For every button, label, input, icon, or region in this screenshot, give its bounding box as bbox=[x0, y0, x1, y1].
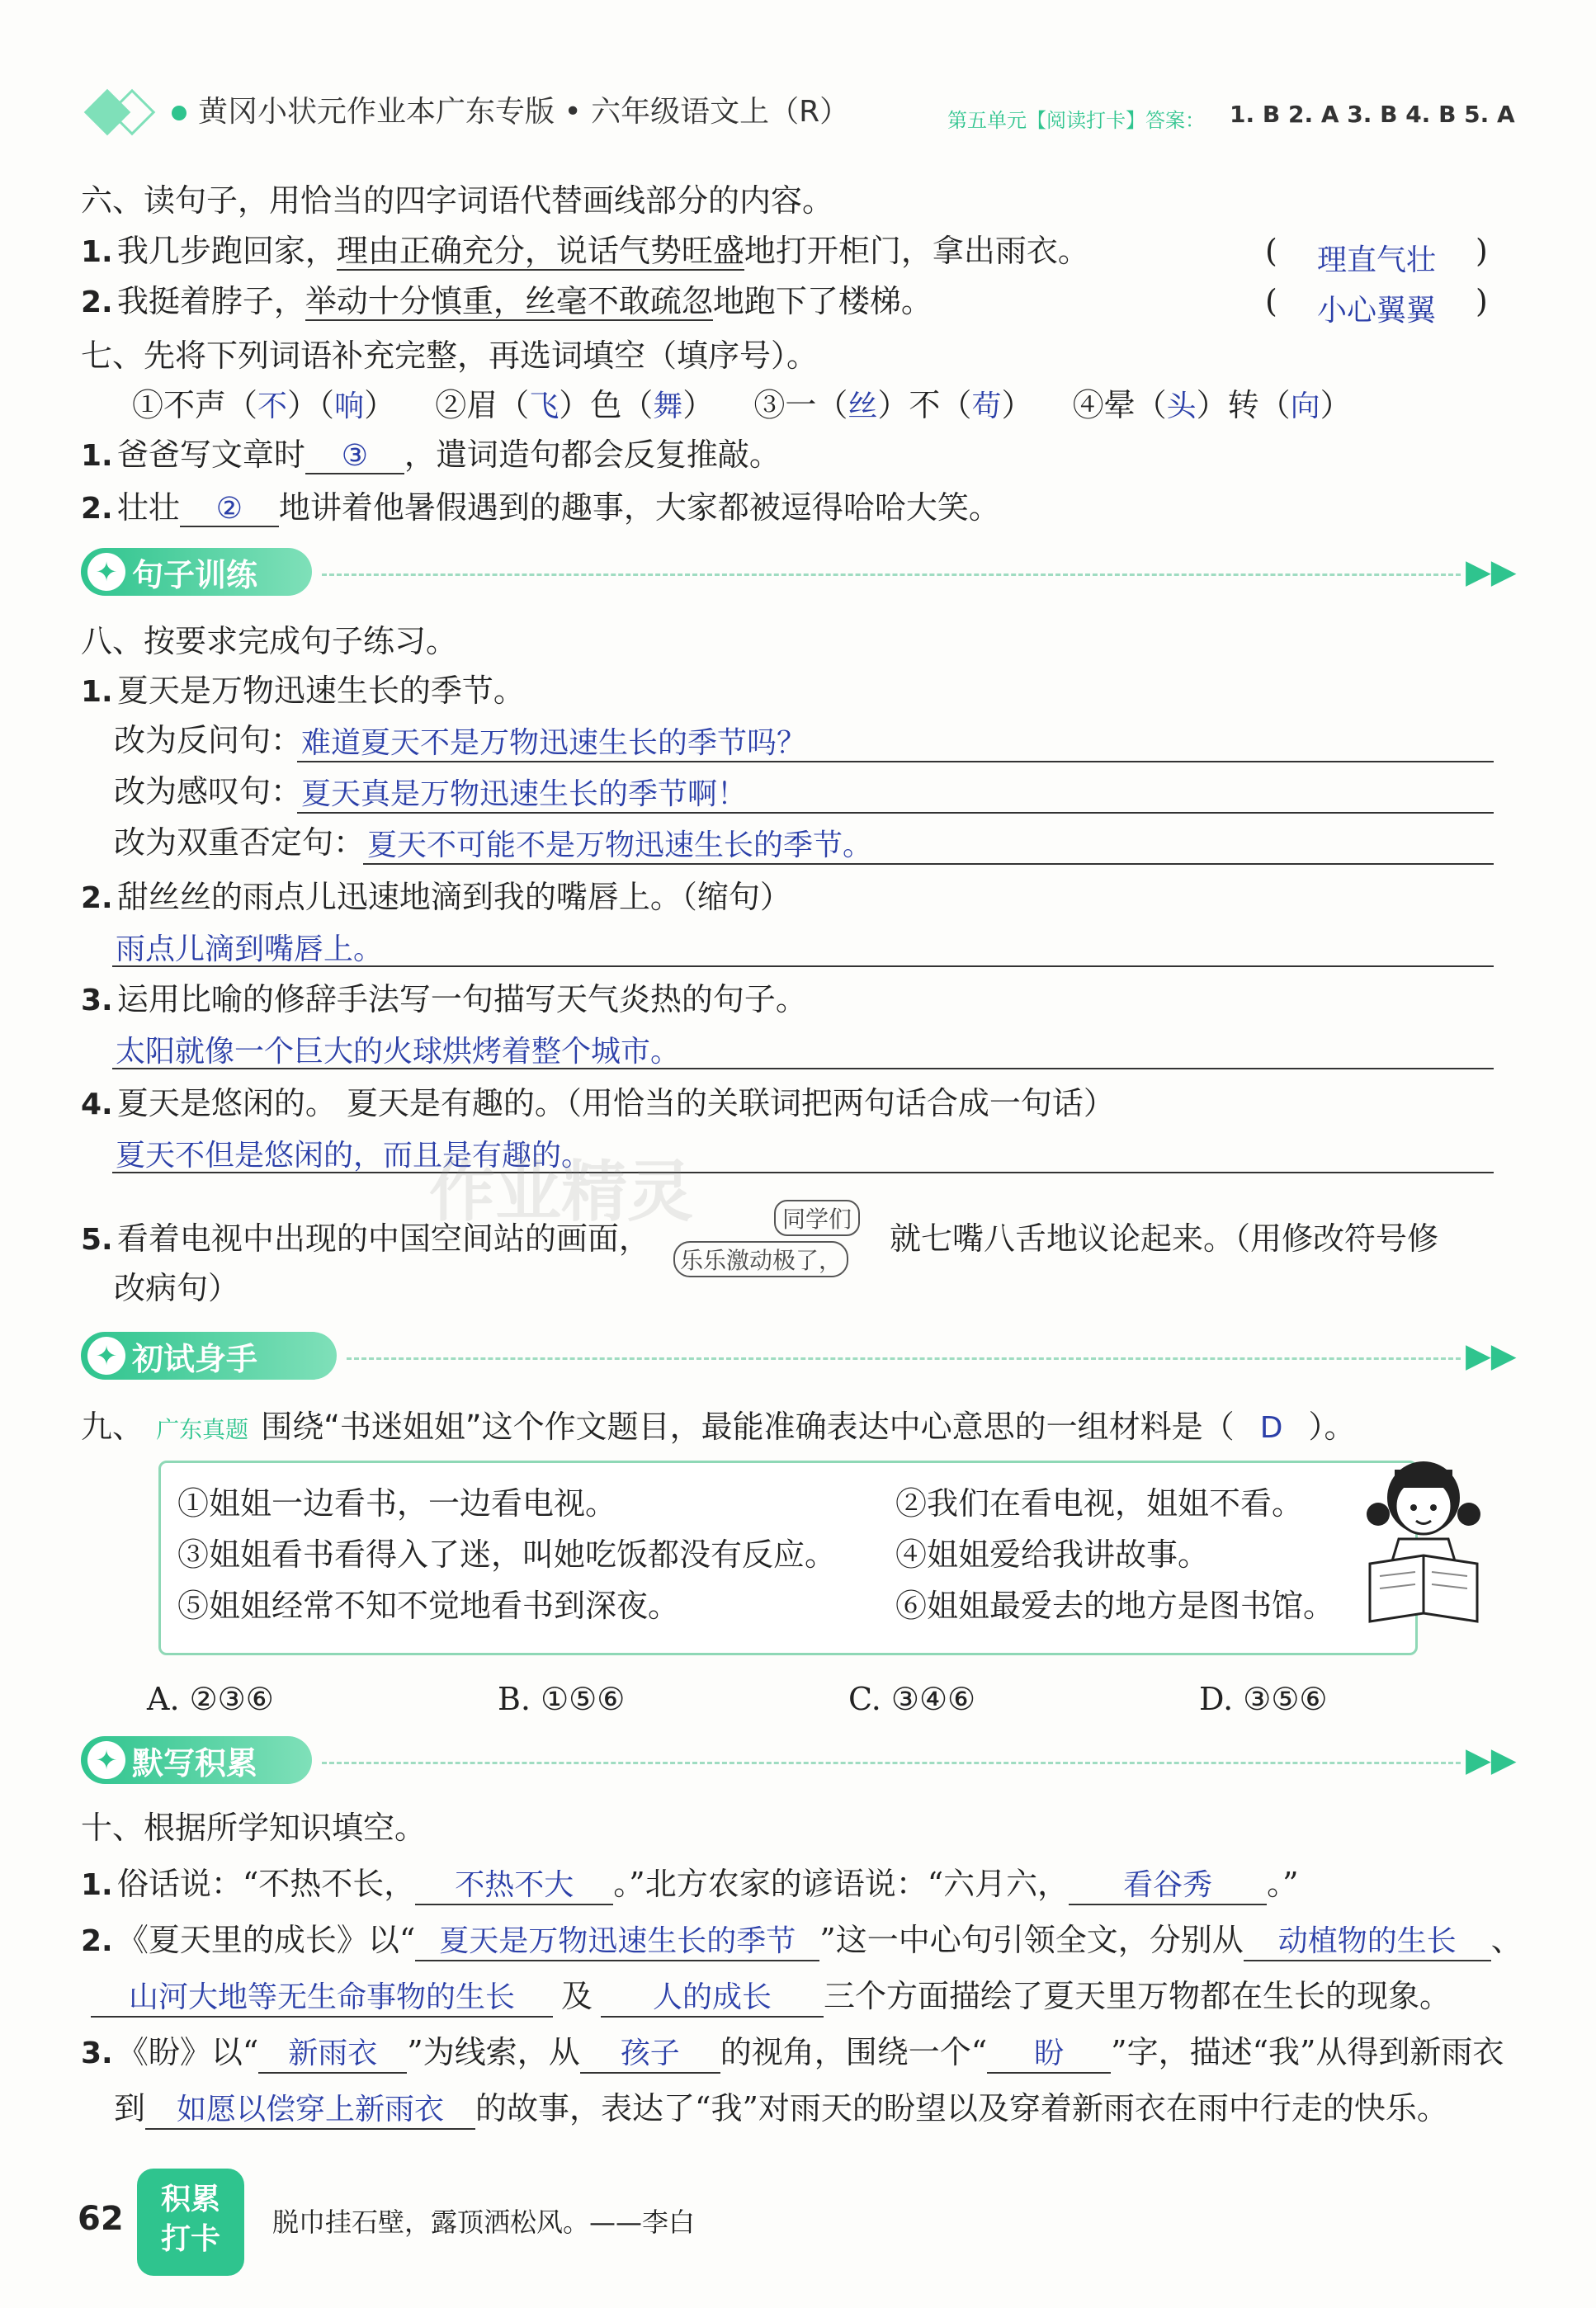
material-6: ⑥姐姐最爱去的地方是图书馆。 bbox=[895, 1588, 1335, 1624]
q8-sub-answer-2: 夏天真是万物迅速生长的季节啊！ bbox=[301, 777, 748, 811]
q10-heading: 十、根据所学知识填空。 bbox=[81, 1810, 427, 1846]
section-title: 句子训练 bbox=[132, 556, 258, 593]
q8-sub-label-3: 改为双重否定句： bbox=[114, 824, 366, 861]
accumulation-badge bbox=[137, 2169, 244, 2276]
text: 、 bbox=[1490, 1922, 1523, 1958]
word-2: ②眉（飞）色（舞） bbox=[435, 387, 715, 423]
item-text-cont: 改病句） bbox=[114, 1270, 240, 1306]
answer-line bbox=[112, 1068, 1494, 1069]
item-text-end: ）。 bbox=[1308, 1409, 1356, 1445]
item-number: 1. bbox=[81, 235, 113, 269]
q8-answer-2: 雨点儿滴到嘴唇上。 bbox=[116, 932, 384, 966]
answer-paren-close: ) bbox=[1476, 233, 1488, 269]
double-arrow-icon: ▶▶ bbox=[1466, 553, 1517, 591]
section-title: 默写积累 bbox=[132, 1744, 258, 1782]
answer-blank: 人的成长 bbox=[601, 1974, 824, 2018]
answer-line bbox=[112, 965, 1494, 967]
underlined-phrase: 理由正确充分，说话气势旺盛 bbox=[336, 233, 744, 269]
word-3: ③一（丝）不（苟） bbox=[753, 387, 1033, 423]
badge-bottom: 打卡 bbox=[160, 2222, 220, 2256]
q8-sub-answer-1: 难道夏天不是万物迅速生长的季节吗？ bbox=[301, 726, 807, 760]
lightbulb-icon: ✦ bbox=[87, 1741, 125, 1779]
item-number: 1. bbox=[81, 1868, 113, 1902]
edit-crossed-text: 乐乐激动极了， bbox=[673, 1241, 848, 1277]
header bbox=[74, 89, 1527, 139]
answer-line bbox=[297, 812, 1494, 814]
material-5: ⑤姐姐经常不知不觉地看书到深夜。 bbox=[177, 1588, 680, 1624]
section-banner-sentence-training bbox=[81, 548, 312, 596]
item-text: 夏天是悠闲的。 夏天是有趣的。（用恰当的关联词把两句话合成一句话） bbox=[116, 1085, 1115, 1121]
lightbulb-icon: ✦ bbox=[87, 553, 125, 591]
q7-item-1 bbox=[81, 439, 781, 474]
item-text: 围绕“书迷姐姐”这个作文题目，最能准确表达中心意思的一组材料是（ bbox=[261, 1409, 1235, 1445]
watermark: 作业精灵 bbox=[429, 1154, 693, 1230]
word-1: ①不声（不）（响） bbox=[132, 387, 396, 423]
option-a: A. ②③⑥ bbox=[147, 1681, 274, 1717]
q8-heading: 八、按要求完成句子练习。 bbox=[81, 623, 458, 659]
q8-item-1 bbox=[81, 675, 525, 709]
text: ”字，描述“我”从得到新雨衣 bbox=[1111, 2034, 1504, 2070]
underlined-phrase: 举动十分慎重，丝毫不敢疏忽 bbox=[305, 283, 713, 319]
q8-answer-4: 夏天不但是悠闲的，而且是有趣的。 bbox=[116, 1139, 592, 1173]
q8-item-4 bbox=[81, 1085, 1115, 1121]
answer-line bbox=[112, 1172, 1494, 1173]
tag-guangdong-real-exam: 广东真题 bbox=[156, 1416, 249, 1443]
materials-box bbox=[158, 1461, 1418, 1655]
answer-paren-open: ( bbox=[1265, 283, 1277, 319]
item-number: 1. bbox=[81, 675, 113, 709]
q8-answer-3: 太阳就像一个巨大的火球烘烤着整个城市。 bbox=[116, 1035, 681, 1069]
text: 。” bbox=[1267, 1866, 1299, 1902]
material-4: ④姐姐爱给我讲故事。 bbox=[895, 1536, 1210, 1573]
sentence-pre: 我几步跑回家， bbox=[116, 233, 337, 269]
text: 。”北方农家的谚语说：“六月六， bbox=[613, 1866, 1070, 1902]
q7-word-row bbox=[132, 389, 1352, 422]
text: 及 bbox=[561, 1978, 593, 2014]
text: 的故事，表达了“我”对雨天的盼望以及穿着新雨衣在雨中行走的快乐。 bbox=[475, 2090, 1448, 2126]
answer-line bbox=[363, 863, 1494, 865]
double-arrow-icon: ▶▶ bbox=[1466, 1741, 1517, 1779]
text: 《夏天里的成长》以“ bbox=[116, 1922, 416, 1958]
item-number: 1. bbox=[81, 439, 113, 473]
banner-divider bbox=[322, 573, 1461, 576]
sentence-pre: 我挺着脖子， bbox=[116, 283, 305, 319]
answer-blank: 夏天是万物迅速生长的季节 bbox=[415, 1918, 819, 1961]
answer-paren-close: ) bbox=[1476, 283, 1488, 319]
text: 《盼》以“ bbox=[116, 2034, 259, 2070]
item-text: 夏天是万物迅速生长的季节。 bbox=[116, 673, 525, 709]
answer-blank: ② bbox=[180, 492, 279, 527]
header-answer-label: 第五单元【阅读打卡】答案： bbox=[947, 109, 1205, 132]
lightbulb-icon: ✦ bbox=[87, 1337, 125, 1375]
q10-line-5 bbox=[114, 2086, 1448, 2130]
item-number: 5. bbox=[81, 1223, 113, 1257]
answer-paren-open: ( bbox=[1265, 233, 1277, 269]
q8-sub-answer-3: 夏天不可能不是万物迅速生长的季节。 bbox=[367, 828, 873, 862]
material-3: ③姐姐看书看得入了迷，叫她吃饭都没有反应。 bbox=[177, 1536, 837, 1573]
diamond-outline-icon bbox=[109, 89, 156, 136]
section-banner-dictation bbox=[81, 1736, 312, 1784]
answer-blank: 如愿以偿穿上新雨衣 bbox=[145, 2086, 475, 2130]
item-number: 2. bbox=[81, 286, 113, 319]
material-2: ②我们在看电视，姐姐不看。 bbox=[895, 1485, 1304, 1522]
answer-text: 小心翼翼 bbox=[1317, 294, 1437, 328]
header-answers: 1. B 2. A 3. B 4. B 5. A bbox=[1230, 101, 1515, 128]
item-text: 运用比喻的修辞手法写一句描写天气炎热的句子。 bbox=[116, 981, 807, 1017]
material-1: ①姐姐一边看书，一边看电视。 bbox=[177, 1485, 617, 1522]
q10-line-3 bbox=[91, 1974, 1451, 2018]
item-number: 3. bbox=[81, 984, 113, 1017]
q6-heading: 六、读句子，用恰当的四字词语代替画线部分的内容。 bbox=[81, 182, 834, 219]
q8-sub-label-2: 改为感叹句： bbox=[114, 773, 303, 809]
item-number: 九、 bbox=[81, 1409, 144, 1445]
text: 的视角，围绕一个“ bbox=[720, 2034, 988, 2070]
edit-inserted-text: 同学们 bbox=[774, 1200, 860, 1236]
text: ”为线索，从 bbox=[407, 2034, 580, 2070]
q8-sub-label-1: 改为反问句： bbox=[114, 722, 303, 758]
sentence-post: 地跑下了楼梯。 bbox=[712, 283, 933, 319]
answer-blank: 不热不大 bbox=[415, 1862, 613, 1905]
dot-icon bbox=[172, 106, 187, 120]
item-number: 3. bbox=[81, 2037, 113, 2070]
answer-blank: 孩子 bbox=[580, 2030, 720, 2074]
q9-question bbox=[81, 1411, 1356, 1445]
double-arrow-icon: ▶▶ bbox=[1466, 1337, 1517, 1375]
answer-text: 理直气壮 bbox=[1317, 243, 1437, 277]
section-title: 初试身手 bbox=[132, 1340, 258, 1377]
answer-blank: 动植物的生长 bbox=[1244, 1918, 1491, 1961]
sentence-pre: 爸爸写文章时 bbox=[116, 437, 305, 473]
footer-quote: 脱巾挂石壁，露顶洒松风。——李白 bbox=[272, 2207, 696, 2238]
q10-line-1 bbox=[81, 1862, 1299, 1905]
sentence-post: 地打开柜门，拿出雨衣。 bbox=[744, 233, 1089, 269]
text: ”这一中心句引领全文，分别从 bbox=[819, 1922, 1244, 1958]
text: 到 bbox=[114, 2090, 146, 2126]
q10-line-2 bbox=[81, 1918, 1523, 1961]
q7-heading: 七、先将下列词语补充完整，再选词填空（填序号）。 bbox=[81, 337, 819, 374]
answer-blank: 新雨衣 bbox=[258, 2030, 407, 2074]
item-number: 2. bbox=[81, 492, 113, 526]
section-banner-first-try bbox=[81, 1332, 337, 1380]
banner-divider bbox=[322, 1762, 1461, 1764]
item-number: 2. bbox=[81, 1924, 113, 1958]
answer-blank: 盼 bbox=[987, 2030, 1111, 2074]
answer-blank: ③ bbox=[305, 439, 404, 474]
answer-line bbox=[297, 761, 1494, 762]
badge-top: 积累 bbox=[160, 2183, 220, 2216]
page-number: 62 bbox=[78, 2200, 124, 2238]
word-4: ④晕（头）转（向） bbox=[1072, 387, 1352, 423]
q7-item-2 bbox=[81, 489, 1000, 527]
item-number: 2. bbox=[81, 881, 113, 915]
answer-blank: 看谷秀 bbox=[1069, 1862, 1267, 1905]
q8-item-2 bbox=[81, 881, 791, 915]
banner-divider bbox=[347, 1357, 1461, 1360]
item-number: 4. bbox=[81, 1088, 113, 1121]
item-text-cont: 就七嘴八舌地议论起来。（用修改符号修 bbox=[890, 1220, 1439, 1257]
item-text: 甜丝丝的雨点儿迅速地滴到我的嘴唇上。（缩句） bbox=[116, 879, 791, 915]
q8-item-5 bbox=[81, 1206, 1500, 1306]
girl-reading-illustration bbox=[1362, 1448, 1485, 1638]
q8-item-3 bbox=[81, 981, 807, 1017]
answer-blank: 山河大地等无生命事物的生长 bbox=[91, 1974, 553, 2018]
q6-item-1 bbox=[81, 233, 1500, 277]
item-text: 看着电视中出现的中国空间站的画面， bbox=[116, 1220, 650, 1257]
sentence-post: 地讲着他暑假遇到的趣事，大家都被逗得哈哈大笑。 bbox=[278, 489, 1000, 526]
text: 俗话说：“不热不长， bbox=[116, 1866, 416, 1902]
sentence-pre: 壮壮 bbox=[116, 489, 180, 526]
option-c: C. ③④⑥ bbox=[848, 1681, 976, 1717]
q10-line-4 bbox=[81, 2030, 1504, 2074]
option-b: B. ①⑤⑥ bbox=[498, 1681, 626, 1717]
answer-text: D bbox=[1259, 1411, 1283, 1445]
q6-item-2 bbox=[81, 283, 1500, 328]
sentence-post: ，遣词造句都会反复推敲。 bbox=[404, 437, 781, 473]
header-title: 黄冈小状元作业本广东专版 • 六年级语文上（R） bbox=[198, 95, 850, 129]
option-d: D. ③⑤⑥ bbox=[1199, 1681, 1328, 1717]
text: 三个方面描绘了夏天里万物都在生长的现象。 bbox=[824, 1978, 1452, 2014]
